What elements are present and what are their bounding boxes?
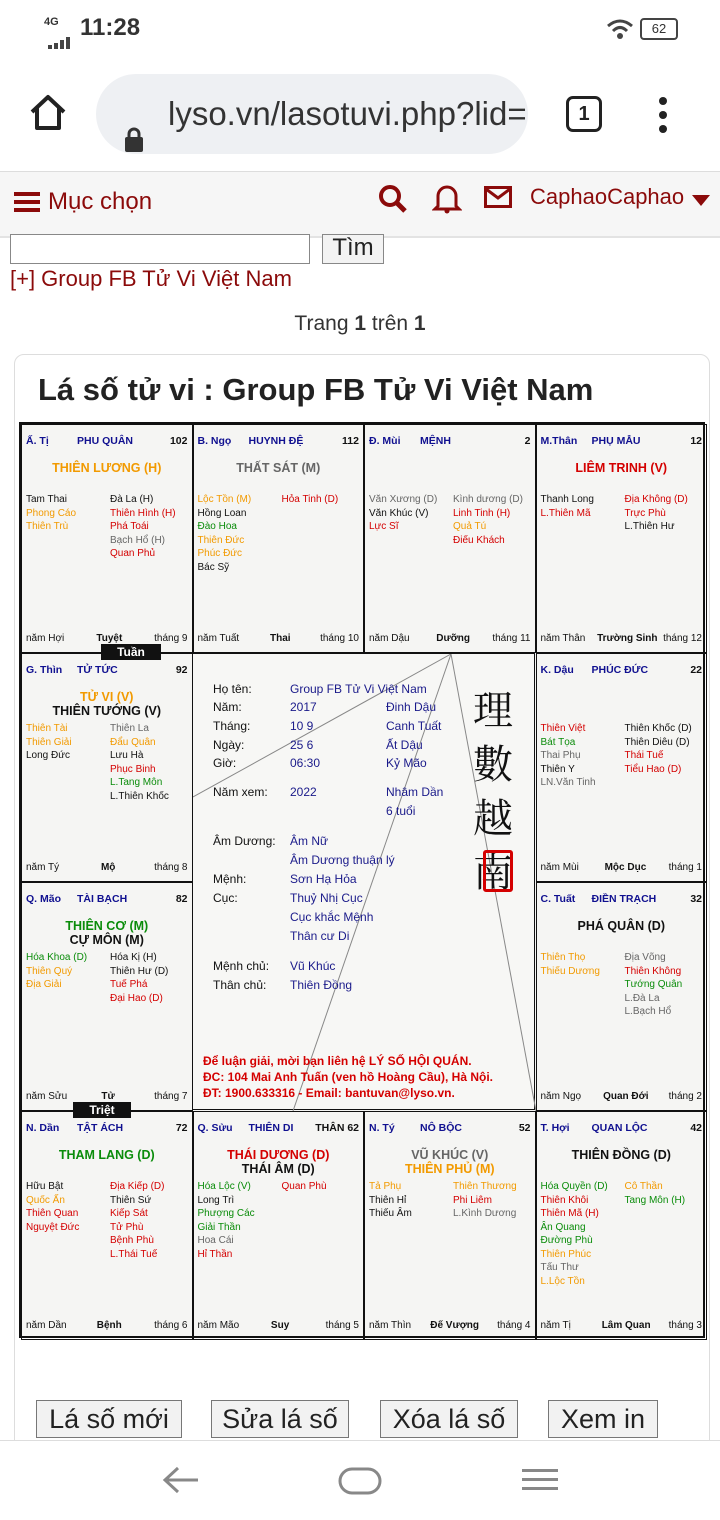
minor-star: Thiên Quý bbox=[26, 965, 73, 977]
minor-star: L.Thái Tuế bbox=[110, 1248, 158, 1260]
minor-star: L.Lộc Tồn bbox=[540, 1275, 585, 1287]
minor-star: Hóa Lộc (V) bbox=[197, 1181, 251, 1192]
minor-stars-right bbox=[110, 951, 168, 1005]
minor-stars-left bbox=[26, 493, 76, 534]
minor-star: Thiếu Âm bbox=[369, 1208, 412, 1219]
major-star: THÁI DƯƠNG (D) bbox=[227, 1148, 330, 1162]
palace-name: PHU QUÂN bbox=[77, 435, 134, 447]
palace-year: năm Thân bbox=[540, 633, 586, 644]
search-icon[interactable] bbox=[378, 184, 408, 219]
info-value: Thân cư Di bbox=[290, 929, 350, 943]
palace-year: năm Thìn bbox=[369, 1320, 412, 1331]
info-label: Năm: bbox=[213, 700, 242, 714]
major-star: LIÊM TRINH (V) bbox=[575, 461, 668, 475]
palace-month: tháng 2 bbox=[668, 1091, 702, 1102]
palace-month: tháng 9 bbox=[154, 633, 188, 644]
minor-star: Hỉ Thần bbox=[197, 1248, 233, 1260]
palace-year: năm Sửu bbox=[26, 1091, 68, 1102]
palace-stage: Quan Đới bbox=[603, 1091, 649, 1102]
new-chart-button[interactable]: Lá số mới bbox=[36, 1400, 182, 1438]
palace-stage: Lâm Quan bbox=[601, 1320, 651, 1331]
contact-line-3: ĐT: 1900.633316 - Email: bantuvan@lyso.vn. bbox=[203, 1086, 455, 1100]
palace-month: tháng 6 bbox=[154, 1320, 188, 1331]
major-star: THÁI ÂM (D) bbox=[241, 1162, 315, 1176]
status-bar bbox=[0, 0, 720, 56]
mail-icon[interactable] bbox=[484, 186, 512, 213]
minor-star: Lưu Hà bbox=[110, 750, 144, 761]
palace-cell bbox=[21, 882, 193, 1111]
info-label: Tháng: bbox=[213, 719, 251, 733]
minor-star: Thiên Khốc (D) bbox=[624, 723, 692, 734]
seal-calligraphy: 理數越南 bbox=[473, 688, 513, 896]
palace-stage: Mộc Dục bbox=[604, 862, 647, 873]
minor-star: L.Tang Môn bbox=[110, 777, 163, 788]
palace-year: năm Hợi bbox=[26, 633, 65, 644]
minor-star: L.Đà La bbox=[624, 992, 660, 1004]
minor-star: Bạch Hổ (H) bbox=[110, 534, 166, 546]
minor-star: Thiên Y bbox=[540, 763, 575, 775]
chevron-down-icon[interactable] bbox=[692, 194, 710, 212]
minor-star: Thiên Đức bbox=[197, 534, 245, 546]
minor-star: Phục Binh bbox=[110, 763, 156, 775]
minor-star: Thai Phụ bbox=[540, 750, 581, 761]
hamburger-icon bbox=[14, 191, 40, 213]
palace-code: C. Tuất bbox=[540, 893, 576, 905]
minor-stars-left bbox=[26, 722, 72, 763]
address-bar[interactable] bbox=[96, 74, 528, 154]
major-star: TỬ VI (V) bbox=[80, 690, 134, 704]
minor-star: Phi Liêm bbox=[453, 1194, 492, 1206]
minor-stars-right bbox=[453, 1180, 517, 1221]
minor-star: Thiên Tài bbox=[26, 723, 68, 734]
minor-stars-left bbox=[198, 1180, 255, 1261]
info-label: Cục: bbox=[213, 891, 238, 905]
minor-star: Phúc Đức bbox=[197, 548, 242, 559]
palace-month: tháng 8 bbox=[154, 862, 188, 873]
info-label: Giờ: bbox=[213, 756, 237, 770]
signal-icon bbox=[48, 28, 74, 40]
minor-stars-left bbox=[369, 1180, 412, 1221]
minor-star: Thiên Khôi bbox=[540, 1194, 589, 1206]
minor-star: Quan Phủ bbox=[110, 548, 156, 559]
minor-star: Văn Khúc (V) bbox=[369, 507, 429, 519]
minor-star: L.Kình Dương bbox=[453, 1208, 517, 1219]
minor-star: Hóa Kị (H) bbox=[110, 952, 157, 963]
minor-star: Địa Không (D) bbox=[624, 494, 688, 505]
page-current[interactable]: 1 bbox=[354, 312, 367, 335]
minor-stars-right bbox=[110, 722, 169, 803]
palace-number: 22 bbox=[690, 664, 702, 676]
recents-icon[interactable] bbox=[522, 1467, 558, 1498]
major-star: THIÊN CƠ (M) bbox=[65, 919, 149, 933]
palace-code: Q. Mão bbox=[26, 893, 62, 905]
palace-year: năm Dậu bbox=[369, 633, 410, 644]
page-prefix: Trang bbox=[294, 312, 355, 335]
android-nav-bar bbox=[0, 1440, 720, 1520]
palace-month: tháng 7 bbox=[154, 1091, 188, 1102]
minor-star: Ân Quang bbox=[540, 1221, 586, 1233]
minor-star: Tuế Phá bbox=[110, 979, 148, 990]
info-value: Cục khắc Mệnh bbox=[290, 910, 374, 924]
minor-star: LN.Văn Tinh bbox=[540, 777, 596, 788]
palace-stage: Suy bbox=[270, 1320, 290, 1331]
palace-year: năm Tý bbox=[26, 862, 60, 873]
palace-code: T. Hợi bbox=[540, 1122, 570, 1134]
minor-stars-left bbox=[541, 951, 600, 978]
info-canchi: Đinh Dậu bbox=[386, 700, 437, 714]
palace-number: 12 bbox=[690, 435, 702, 447]
palace-cell bbox=[21, 653, 193, 882]
major-star: THIÊN PHỦ (M) bbox=[404, 1162, 495, 1176]
minor-stars-left bbox=[541, 1180, 608, 1288]
palace-cell bbox=[536, 1111, 708, 1340]
palace-code: Đ. Mùi bbox=[369, 435, 401, 447]
minor-star: Đào Hoa bbox=[197, 521, 237, 532]
info-value: 10 9 bbox=[290, 719, 314, 733]
minor-stars-right bbox=[625, 493, 688, 534]
minor-star: Thiên Mã (H) bbox=[540, 1208, 599, 1219]
minor-star: Tử Phù bbox=[110, 1221, 144, 1233]
info-label: Ngày: bbox=[213, 738, 245, 752]
minor-star: Hữu Bật bbox=[26, 1181, 64, 1192]
pagination bbox=[0, 312, 720, 336]
palace-year: năm Ngọ bbox=[540, 1091, 582, 1102]
info-label: Họ tên: bbox=[213, 682, 252, 696]
palace-code: K. Dậu bbox=[540, 664, 574, 676]
page-total: 1 bbox=[413, 312, 426, 335]
palace-cell bbox=[536, 653, 708, 882]
minor-star: Hỏa Tinh (D) bbox=[281, 494, 339, 505]
minor-stars-right bbox=[282, 1180, 327, 1194]
menu-label: Mục chọn bbox=[48, 188, 153, 215]
palace-name: TÀI BẠCH bbox=[77, 893, 128, 905]
palace-year: năm Mùi bbox=[540, 862, 579, 873]
tuvi-chart bbox=[19, 422, 705, 1338]
minor-star: Thiếu Dương bbox=[540, 965, 600, 977]
palace-month: tháng 1 bbox=[668, 862, 702, 873]
major-star: VŨ KHÚC (V) bbox=[411, 1148, 489, 1162]
minor-star: Địa Giải bbox=[26, 979, 62, 990]
minor-stars-right bbox=[625, 1180, 686, 1207]
palace-month: tháng 10 bbox=[320, 633, 359, 644]
minor-star: Giải Thần bbox=[197, 1221, 241, 1233]
home-nav-icon[interactable] bbox=[338, 1467, 382, 1500]
minor-stars-right bbox=[453, 493, 523, 547]
palace-stage: Tuyệt bbox=[96, 633, 123, 644]
palace-month: tháng 12 bbox=[663, 633, 702, 644]
palace-name: HUYNH ĐỆ bbox=[248, 435, 304, 447]
edit-chart-button[interactable]: Sửa lá số bbox=[211, 1400, 349, 1438]
minor-star: Thiên La bbox=[110, 723, 149, 734]
palace-name: NÔ BỘC bbox=[420, 1122, 462, 1134]
palace-code: G. Thìn bbox=[26, 664, 63, 676]
minor-star: Linh Tinh (H) bbox=[453, 507, 511, 519]
palace-year: năm Tuất bbox=[197, 633, 240, 644]
minor-star: Tam Thai bbox=[26, 494, 67, 505]
palace-number: 112 bbox=[342, 435, 359, 447]
palace-cell bbox=[21, 1111, 193, 1340]
info-value: Thuỷ Nhị Cục bbox=[290, 891, 363, 905]
info-canchi: Nhâm Dần bbox=[386, 785, 444, 799]
minor-star: Thái Tuế bbox=[624, 750, 664, 761]
palace-cell bbox=[193, 424, 365, 653]
group-link[interactable]: [+] Group FB Tử Vi Việt Nam bbox=[10, 266, 292, 291]
minor-star: Bát Tọa bbox=[540, 736, 576, 748]
minor-star: L.Bạch Hổ bbox=[624, 1006, 672, 1017]
minor-star: Lực Sĩ bbox=[369, 521, 399, 532]
minor-star: Quan Phù bbox=[281, 1181, 327, 1192]
info-value: Vũ Khúc bbox=[290, 959, 336, 973]
minor-stars-right bbox=[110, 493, 176, 561]
minor-star: Đại Hao (D) bbox=[110, 992, 163, 1004]
info-label: Thân chủ: bbox=[213, 978, 267, 992]
minor-star: Đường Phù bbox=[540, 1235, 593, 1246]
signal-label: 4G bbox=[44, 16, 59, 28]
contact-line-2: ĐC: 104 Mai Anh Tuấn (ven hồ Hoàng Cầu), Hà Nội. bbox=[203, 1070, 494, 1084]
minor-stars-right bbox=[625, 951, 683, 1019]
info-value: 2022 bbox=[290, 785, 317, 799]
info-label: Âm Dương: bbox=[213, 834, 276, 848]
minor-star: Địa Võng bbox=[624, 952, 666, 963]
palace-stage: Tử bbox=[101, 1091, 115, 1102]
info-value: Âm Dương thuận lý bbox=[290, 853, 395, 867]
red-seal-stamp bbox=[483, 850, 513, 892]
minor-star: Tiểu Hao (D) bbox=[624, 763, 682, 775]
palace-code: Ấ. Tị bbox=[26, 435, 49, 447]
browser-toolbar bbox=[0, 56, 720, 172]
palace-number: 42 bbox=[690, 1122, 702, 1134]
palace-year: năm Mão bbox=[197, 1320, 240, 1331]
minor-star: Tang Môn (H) bbox=[624, 1194, 686, 1206]
info-value: Thiên Đồng bbox=[290, 978, 353, 992]
minor-star: L.Thiên Khốc bbox=[110, 790, 169, 802]
palace-name: PHỤ MẪU bbox=[591, 435, 641, 447]
minor-star: Đà La (H) bbox=[110, 494, 154, 505]
major-star: THAM LANG (D) bbox=[58, 1148, 155, 1162]
wifi-icon bbox=[606, 18, 634, 47]
palace-name: MỆNH bbox=[420, 435, 451, 447]
print-view-button[interactable]: Xem in bbox=[548, 1400, 658, 1438]
info-value: Sơn Hạ Hỏa bbox=[290, 872, 357, 886]
minor-stars-right bbox=[625, 722, 692, 776]
palace-name: THIÊN DI bbox=[248, 1122, 294, 1134]
site-header bbox=[0, 172, 720, 238]
info-value: 25 6 bbox=[290, 738, 314, 752]
minor-star: Phá Toái bbox=[110, 521, 149, 532]
lock-icon bbox=[124, 102, 144, 154]
major-star: THẤT SÁT (M) bbox=[236, 461, 321, 475]
palace-number: 2 bbox=[524, 435, 531, 447]
palace-year: năm Tị bbox=[540, 1320, 571, 1331]
minor-star: Thiên Hỉ bbox=[369, 1194, 407, 1206]
minor-star: Thiên Phúc bbox=[540, 1248, 592, 1260]
delete-chart-button[interactable]: Xóa lá số bbox=[380, 1400, 518, 1438]
minor-star: Kiếp Sát bbox=[110, 1208, 148, 1219]
info-canchi: Canh Tuất bbox=[386, 719, 442, 733]
palace-code: Q. Sửu bbox=[197, 1122, 233, 1134]
chart-center bbox=[192, 653, 535, 1110]
info-canchi: Ất Dậu bbox=[386, 738, 423, 752]
minor-stars-right bbox=[110, 1180, 164, 1261]
info-canchi: 6 tuổi bbox=[386, 804, 416, 818]
major-star: THIÊN ĐỒNG (D) bbox=[571, 1148, 671, 1162]
palace-number: 92 bbox=[175, 664, 188, 676]
minor-star: Long Đức bbox=[26, 750, 70, 761]
palace-code: N. Dần bbox=[26, 1122, 60, 1134]
minor-stars-left bbox=[198, 493, 252, 574]
minor-star: Thiên Diêu (D) bbox=[624, 736, 690, 748]
bell-icon[interactable] bbox=[432, 182, 462, 219]
minor-stars-left bbox=[541, 722, 596, 790]
palace-cell bbox=[193, 1111, 365, 1340]
card-title: Lá số tử vi : Group FB Tử Vi Việt Nam bbox=[38, 372, 594, 407]
minor-star: Thiên Giải bbox=[26, 736, 72, 748]
palace-month: tháng 4 bbox=[497, 1320, 531, 1331]
palace-stage: Thai bbox=[270, 633, 291, 644]
palace-cell bbox=[536, 882, 708, 1111]
minor-star: Bác Sỹ bbox=[197, 561, 230, 573]
palace-month: tháng 5 bbox=[325, 1320, 359, 1331]
minor-star: Thiên Hư (D) bbox=[110, 965, 169, 977]
search-area bbox=[0, 234, 720, 298]
major-star: THIÊN TƯỚNG (V) bbox=[52, 704, 162, 718]
minor-star: Thiên Quan bbox=[26, 1208, 79, 1219]
info-value: 06:30 bbox=[290, 756, 321, 770]
palace-stage: Bệnh bbox=[96, 1320, 122, 1331]
url-text: lyso.vn/lasotuvi.php?lid= bbox=[168, 95, 527, 132]
triet-label: Triệt bbox=[73, 1102, 131, 1118]
minor-star: Quốc Ấn bbox=[26, 1194, 65, 1206]
tab-switcher-button[interactable] bbox=[566, 96, 602, 132]
menu-button[interactable] bbox=[14, 188, 152, 216]
palace-number: THÂN 62 bbox=[315, 1122, 359, 1134]
major-star: PHÁ QUÂN (D) bbox=[577, 919, 665, 933]
minor-star: Lộc Tồn (M) bbox=[197, 494, 252, 505]
minor-star: Phượng Các bbox=[197, 1208, 255, 1219]
minor-star: Tướng Quân bbox=[624, 979, 683, 990]
minor-stars-left bbox=[541, 493, 594, 520]
info-value: Group FB Tử Vi Việt Nam bbox=[290, 682, 427, 696]
search-input[interactable] bbox=[10, 234, 310, 264]
minor-star: Bệnh Phù bbox=[110, 1235, 154, 1246]
minor-star: Long Trì bbox=[197, 1194, 235, 1206]
palace-year: năm Dần bbox=[26, 1320, 67, 1331]
battery-icon bbox=[640, 18, 678, 40]
search-button[interactable]: Tìm bbox=[322, 234, 384, 264]
minor-star: Thiên Sứ bbox=[110, 1194, 152, 1206]
palace-month: tháng 3 bbox=[668, 1320, 702, 1331]
tuan-label: Tuần bbox=[101, 644, 161, 660]
major-star: CỰ MÔN (M) bbox=[69, 933, 144, 947]
minor-stars-right bbox=[282, 493, 339, 507]
minor-star: Phong Cáo bbox=[26, 507, 77, 519]
minor-star: L.Thiên Mã bbox=[540, 507, 591, 519]
minor-star: Hóa Quyền (D) bbox=[540, 1181, 608, 1192]
palace-stage: Dưỡng bbox=[436, 633, 471, 644]
minor-star: Điếu Khách bbox=[453, 534, 505, 546]
palace-number: 102 bbox=[169, 435, 188, 447]
minor-stars-left bbox=[26, 951, 87, 992]
minor-star: Cô Thần bbox=[624, 1181, 663, 1192]
palace-number: 72 bbox=[175, 1122, 188, 1134]
minor-star: Đẩu Quân bbox=[110, 736, 156, 748]
home-icon[interactable] bbox=[28, 92, 68, 137]
palace-cell bbox=[364, 424, 536, 653]
minor-star: Tấu Thư bbox=[540, 1262, 579, 1273]
clock: 11:28 bbox=[80, 14, 141, 41]
battery-level: 62 bbox=[651, 21, 667, 36]
palace-name: TỬ TỨC bbox=[77, 664, 118, 676]
more-options-icon[interactable] bbox=[656, 96, 670, 139]
minor-star: Hồng Loan bbox=[197, 507, 247, 519]
minor-star: Tả Phụ bbox=[369, 1181, 402, 1192]
palace-code: M.Thân bbox=[540, 435, 578, 447]
palace-month: tháng 11 bbox=[492, 633, 531, 644]
palace-number: 82 bbox=[175, 893, 188, 905]
minor-star: Thiên Việt bbox=[540, 723, 586, 734]
palace-name: PHÚC ĐỨC bbox=[591, 664, 649, 676]
minor-star: Văn Xương (D) bbox=[369, 494, 438, 505]
palace-stage: Mộ bbox=[100, 862, 116, 873]
major-star: THIÊN LƯƠNG (H) bbox=[52, 461, 162, 475]
minor-star: Thanh Long bbox=[540, 494, 594, 505]
palace-name: QUAN LỘC bbox=[591, 1122, 648, 1134]
minor-star: Trực Phù bbox=[624, 507, 666, 519]
minor-star: Nguyệt Đức bbox=[26, 1221, 80, 1233]
palace-stage: Trường Sinh bbox=[597, 633, 658, 644]
minor-star: Thiên Hình (H) bbox=[110, 507, 176, 519]
user-menu[interactable]: CaphaoCaphao bbox=[530, 184, 685, 209]
minor-star: Thiên Trù bbox=[26, 521, 69, 532]
info-label: Mệnh chủ: bbox=[213, 959, 270, 973]
minor-star: Thiên Thương bbox=[453, 1181, 517, 1192]
palace-code: N. Tý bbox=[369, 1122, 395, 1134]
palace-cell bbox=[21, 424, 193, 653]
back-icon[interactable] bbox=[162, 1465, 200, 1500]
info-label: Năm xem: bbox=[213, 785, 268, 799]
info-canchi: Kỷ Mão bbox=[386, 756, 427, 770]
palace-number: 52 bbox=[518, 1122, 531, 1134]
info-label: Mệnh: bbox=[213, 872, 247, 886]
palace-name: ĐIỀN TRẠCH bbox=[591, 893, 657, 905]
minor-stars-left bbox=[26, 1180, 79, 1234]
page-mid: trên bbox=[366, 312, 414, 335]
minor-stars-left bbox=[369, 493, 437, 534]
palace-number: 32 bbox=[690, 893, 702, 905]
minor-star: Thiên Thọ bbox=[540, 952, 586, 963]
info-value: 2017 bbox=[290, 700, 317, 714]
minor-star: Hoa Cái bbox=[197, 1235, 234, 1246]
contact-line-1: Để luận giải, mời bạn liên hệ LÝ SỐ HỘI QUÁN. bbox=[203, 1054, 472, 1068]
minor-star: Kình dương (D) bbox=[453, 494, 523, 505]
palace-name: TẬT ÁCH bbox=[77, 1122, 124, 1134]
minor-star: L.Thiên Hư bbox=[624, 521, 675, 532]
palace-stage: Đế Vượng bbox=[430, 1320, 480, 1331]
palace-code: B. Ngọ bbox=[197, 435, 232, 447]
tab-count: 1 bbox=[578, 103, 590, 125]
minor-star: Thiên Không bbox=[624, 965, 682, 977]
info-value: Âm Nữ bbox=[290, 834, 329, 848]
palace-cell bbox=[364, 1111, 536, 1340]
minor-star: Hóa Khoa (D) bbox=[26, 952, 88, 963]
palace-cell bbox=[536, 424, 708, 653]
minor-star: Quả Tú bbox=[453, 521, 487, 532]
minor-star: Địa Kiếp (D) bbox=[110, 1181, 165, 1192]
